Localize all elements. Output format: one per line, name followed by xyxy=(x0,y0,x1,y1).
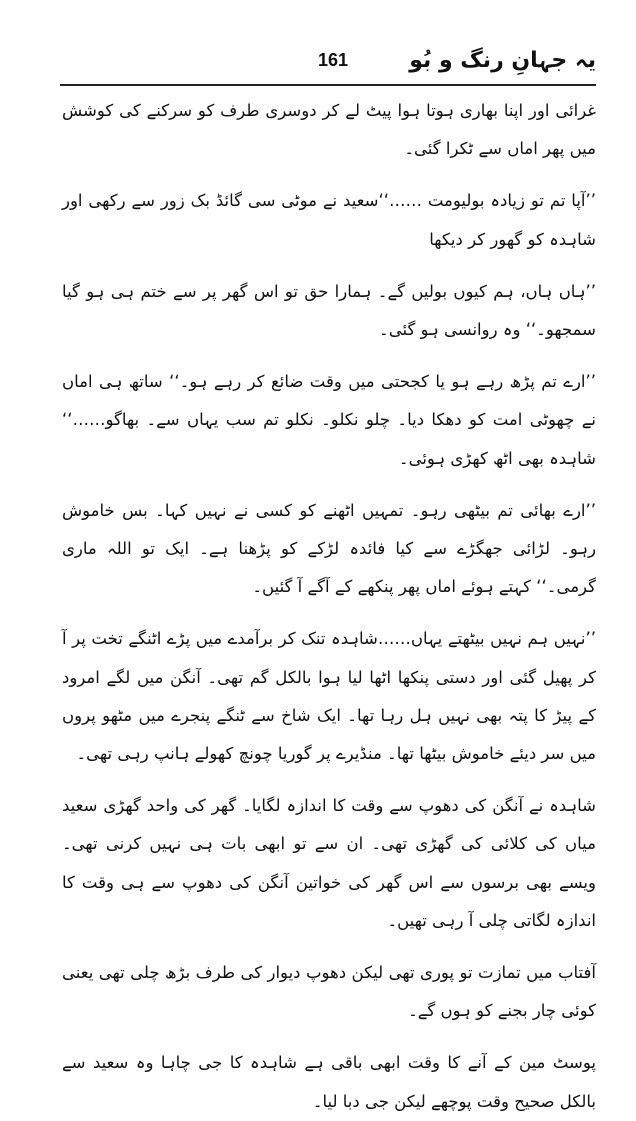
paragraph: ’’ارے بھائی تم بیٹھی رہو۔ تمہیں اٹھنے کو کسی نے نہیں کہا۔ بس خاموش رہو۔ لڑائی جھگڑے سے کیا فائدہ لڑکے کو پڑھنا ہے۔ ایک تو اللہ ماری گرمی۔‘‘ کہتے ہوئے اماں پھر پنکھے کے آگے آ گئیں۔ xyxy=(62,500,596,597)
header-divider xyxy=(60,84,596,86)
paragraph: ’’نہیں ہم نہیں بیٹھتے یہاں……شاہدہ تنک کر برآمدے میں پڑے اٹنگے تخت پر آ کر پھیل گئی اور دستی پنکھا اٹھا لیا ہوا بالکل گم تھی۔ آنگن میں لگے امرود کے پیڑ کا پتہ بھی نہیں ہل رہا تھا۔ ایک شاخ سے ٹنگے پنجرے میں مٹھو پروں میں سر دیئے خاموش بیٹھا تھا۔ منڈیرے پر گوریا چونچ کھولے ہانپ رہی تھی۔ xyxy=(62,629,596,764)
book-title: یہ جہانِ رنگ و بُو xyxy=(409,48,596,73)
paragraph: ’’ارے تم پڑھ رہے ہو یا کجحتی میں وقت ضائع کر رہے ہو۔‘‘ ساتھ ہی اماں نے چھوٹی امت کو دھکا دیا۔ چلو نکلو۔ نکلو تم سب یہاں سے۔ بھاگو……‘‘ شاہدہ بھی اٹھ کھڑی ہوئی۔ xyxy=(62,372,596,468)
paragraph: شاہدہ نے آنگن کی دھوپ سے وقت کا اندازہ لگایا۔ گھر کی واحد گھڑی سعید میاں کی کلائی کی گھڑی تھی۔ ان سے تو ابھی بات ہی نہیں کرنی تھی۔ ویسے بھی برسوں سے اس گھر کی خواتین آنگن کی دھوپ سے ہی وقت کا اندازہ لگاتی چلی آ رہی تھیں۔ xyxy=(62,796,596,930)
paragraph: ’’ہاں ہاں، ہم کیوں بولیں گے۔ ہمارا حق تو اس گھر پر سے ختم ہی ہو گیا سمجھو۔‘‘ وہ روانسی ہو گئی۔ xyxy=(62,281,596,340)
paragraph: پوسٹ مین کے آنے کا وقت ابھی باقی ہے شاہدہ کا جی چاہا وہ سعید سے بالکل صحیح وقت پوچھے لیکن جی دبا لیا۔ xyxy=(62,1053,596,1111)
paragraph: آفتاب میں تمازت تو پوری تھی لیکن دھوپ دیوار کی طرف بڑھ چلی تھی یعنی کوئی چار بجنے کو ہوں گے۔ xyxy=(62,963,596,1021)
paragraph: غرائی اور اپنا بھاری ہوتا ہوا پیٹ لے کر دوسری طرف کو سرکنے کی کوشش میں پھر اماں سے ٹکرا گئی۔ xyxy=(62,101,596,159)
page-header xyxy=(60,48,596,82)
page-body xyxy=(62,92,596,1111)
page-number: 161 xyxy=(318,50,349,70)
paragraph: ’’آپا تم تو زیادہ بولیومت ……‘‘سعید نے موٹی سی گائڈ بک زور سے رکھی اور شاہدہ کو گھور کر دیکھا xyxy=(62,191,596,249)
